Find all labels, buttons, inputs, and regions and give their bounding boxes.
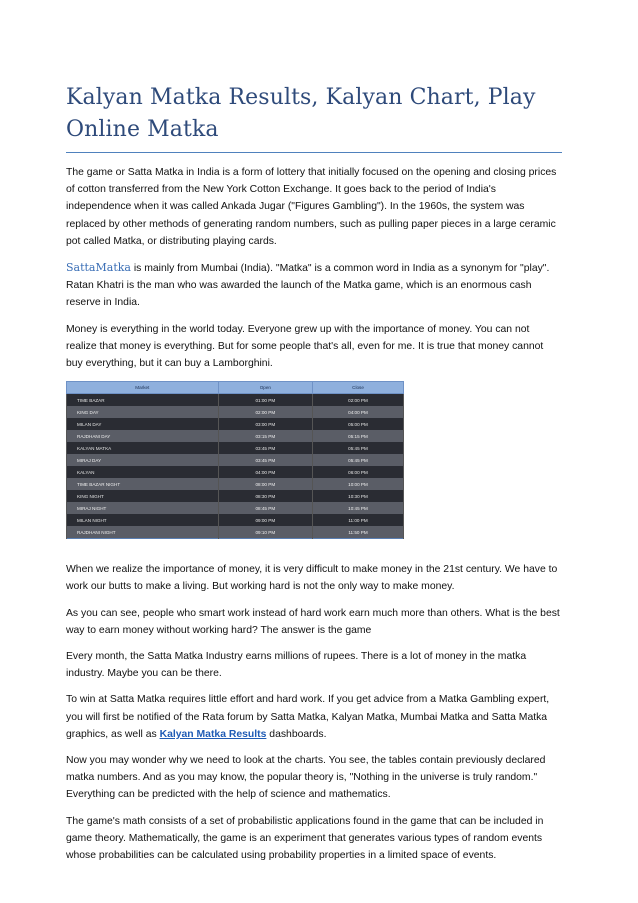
open-time-cell: 09:10 PM (218, 526, 312, 539)
open-time-cell: 08:45 PM (218, 502, 312, 514)
document-page (66, 82, 562, 873)
table-header-row (67, 382, 404, 394)
open-time-cell: 09:00 PM (218, 514, 312, 526)
paragraph-win (66, 691, 562, 743)
header-open: Open (218, 382, 312, 394)
table-row (67, 406, 404, 418)
paragraph-industry: Every month, the Satta Matka Industry earns millions of rupees. There is a lot of money in the matka industry. Maybe you can be there. (66, 651, 527, 680)
close-time-cell: 05:45 PM (313, 454, 404, 466)
sattamatka-link[interactable]: SattaMatka (66, 261, 131, 275)
paragraph-importance: When we realize the importance of money, it is very difficult to make money in the 21st century. We have to work our butts to make a living. But working hard is not the only way to make money. (66, 564, 558, 593)
market-cell: KALYAN MATKA (67, 442, 219, 454)
table-row (67, 514, 404, 526)
open-time-cell: 08:00 PM (218, 478, 312, 490)
table-row (67, 502, 404, 514)
close-time-cell: 04:00 PM (313, 406, 404, 418)
table-body (67, 394, 404, 539)
close-time-cell: 05:15 PM (313, 430, 404, 442)
close-time-cell: 05:00 PM (313, 418, 404, 430)
paragraph-intro: The game or Satta Matka in India is a form of lottery that initially focused on the opening and closing prices of cotton transferred from the New York Cotton Exchange. It goes back to the period of India's independence when it was called Ankada Jugar ("Figures Gambling"). In the 1960s, the system was replaced by other methods of generating random numbers, such as pulling paper pieces in a large ceramic pot called Matka, or distributing playing cards. (66, 167, 557, 247)
market-cell: KING NIGHT (67, 490, 219, 502)
table-row (67, 418, 404, 430)
market-cell: MILAN NIGHT (67, 514, 219, 526)
table-row (67, 526, 404, 539)
open-time-cell: 08:30 PM (218, 490, 312, 502)
close-time-cell: 11:00 PM (313, 514, 404, 526)
market-timing-table (66, 381, 404, 539)
close-time-cell: 02:00 PM (313, 394, 404, 407)
open-time-cell: 03:45 PM (218, 454, 312, 466)
market-cell: RAJDHANI NIGHT (67, 526, 219, 539)
close-time-cell: 05:45 PM (313, 442, 404, 454)
paragraph-money: Money is everything in the world today. Everyone grew up with the importance of money. You can not realize that money is everything. But for some people that's all, even for me. It is true that money cannot buy everything, but it can buy a Lamborghini. (66, 323, 544, 370)
paragraph-sattamatka (66, 259, 562, 312)
close-time-cell: 06:00 PM (313, 466, 404, 478)
market-cell: MILAN DAY (67, 418, 219, 430)
table-row (67, 442, 404, 454)
kalyan-matka-results-link[interactable]: Kalyan Matka Results (159, 728, 267, 740)
open-time-cell: 03:00 PM (218, 418, 312, 430)
open-time-cell: 03:45 PM (218, 442, 312, 454)
market-cell: KING DAY (67, 406, 219, 418)
header-close: Close (313, 382, 404, 394)
paragraph-smart-work: As you can see, people who smart work instead of hard work earn much more than others. What is the best way to earn money without working hard? The answer is the game (66, 607, 560, 636)
open-time-cell: 04:00 PM (218, 466, 312, 478)
close-time-cell: 11:50 PM (313, 526, 404, 539)
table-row (67, 490, 404, 502)
market-cell: MIRAJ NIGHT (67, 502, 219, 514)
open-time-cell: 03:15 PM (218, 430, 312, 442)
page-title: Kalyan Matka Results, Kalyan Chart, Play Online Matka (66, 82, 562, 153)
paragraph-win-end: dashboards. (266, 728, 327, 740)
paragraph-win-text: To win at Satta Matka requires little effort and hard work. If you get advice from a Matka Gambling expert, you will first be notified of the Rata forum by Satta Matka, Kalyan Matka, Mumbai Matka and Satta Matka graphics, as well as (66, 694, 550, 740)
close-time-cell: 10:30 PM (313, 490, 404, 502)
table-row (67, 454, 404, 466)
table-row (67, 478, 404, 490)
paragraph-sattamatka-text: is mainly from Mumbai (India). "Matka" is a common word in India as a synonym for "play". Ratan Khatri is the man who was awarded the launch of the Matka game, which is an enormous cash reserve in India. (66, 263, 550, 309)
market-cell: TIME BAZAR (67, 394, 219, 407)
paragraph-charts: Now you may wonder why we need to look at the charts. You see, the tables contain previously declared matka numbers. And as you may know, the popular theory is, "Nothing in the universe is truly random." Everything can be predicted with the help of science and mathematics. (66, 755, 546, 801)
market-cell: MIRAJ DAY (67, 454, 219, 466)
table-row (67, 466, 404, 478)
header-market: Market (67, 382, 219, 394)
table-row (67, 394, 404, 407)
market-cell: TIME BAZAR NIGHT (67, 478, 219, 490)
open-time-cell: 02:00 PM (218, 406, 312, 418)
table-row (67, 430, 404, 442)
paragraph-math: The game's math consists of a set of probabilistic applications found in the game that can be included in game theory. Mathematically, the game is an experiment that generates various types of random events whose probabilities can be calculated using probability properties in a limited space of events. (66, 815, 544, 862)
close-time-cell: 10:45 PM (313, 502, 404, 514)
close-time-cell: 10:00 PM (313, 478, 404, 490)
open-time-cell: 01:00 PM (218, 394, 312, 407)
market-cell: RAJDHANI DAY (67, 430, 219, 442)
market-cell: KALYAN (67, 466, 219, 478)
